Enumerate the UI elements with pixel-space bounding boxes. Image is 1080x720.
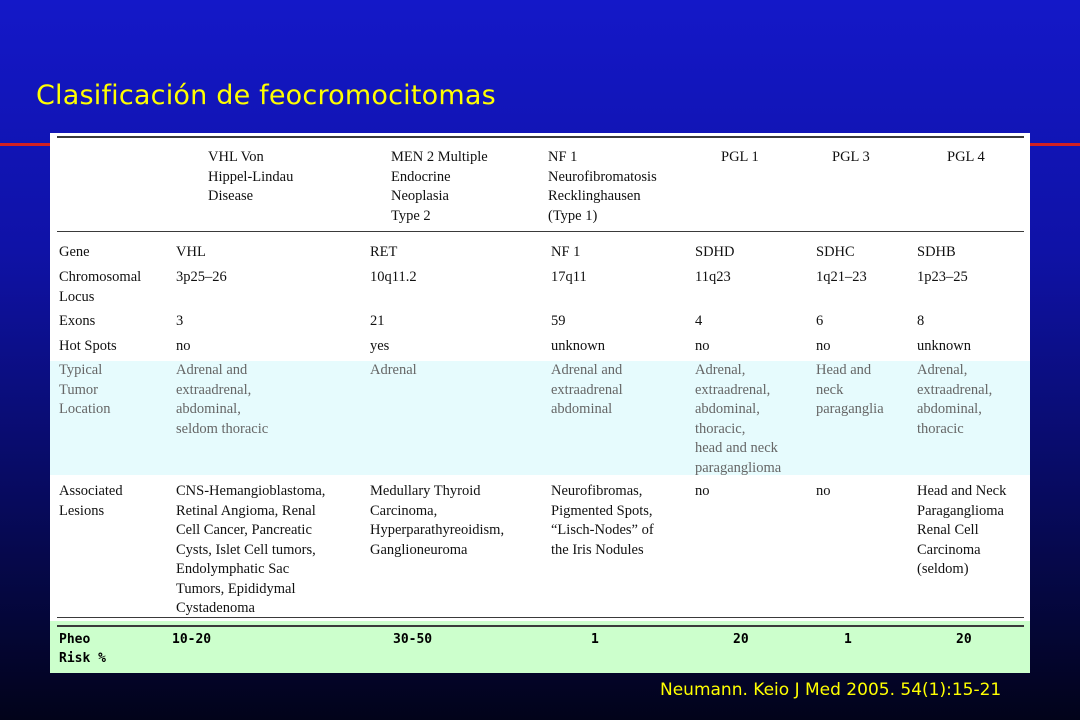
cell-hotspots-pgl4: unknown — [917, 338, 971, 354]
cell-location-pgl4: Adrenal, extraadrenal, abdominal, thoracic — [917, 362, 993, 437]
cell-exons-vhl: 3 — [176, 313, 184, 329]
risk-top-rule — [57, 625, 1024, 627]
cell-exons-pgl1: 4 — [695, 313, 703, 329]
row-label-hot-spots: Hot Spots — [59, 338, 117, 354]
title-underline-left — [0, 143, 50, 146]
header-men2: MEN 2 Multiple Endocrine Neoplasia Type 2 — [391, 149, 488, 224]
header-pgl4: PGL 4 — [947, 149, 985, 165]
cell-risk-pgl4: 20 — [956, 632, 972, 647]
cell-locus-pgl1: 11q23 — [695, 269, 731, 285]
title-underline-right — [1030, 143, 1080, 146]
cell-gene-vhl: VHL — [176, 244, 206, 260]
row-label-tumor-location: Typical Tumor Location — [59, 362, 111, 417]
header-pgl1: PGL 1 — [721, 149, 759, 165]
cell-gene-pgl4: SDHB — [917, 244, 956, 260]
cell-risk-pgl1: 20 — [733, 632, 749, 647]
cell-exons-pgl3: 6 — [816, 313, 824, 329]
cell-gene-pgl1: SDHD — [695, 244, 735, 260]
row-label-exons: Exons — [59, 313, 96, 329]
cell-gene-men2: RET — [370, 244, 398, 260]
cell-hotspots-men2: yes — [370, 338, 390, 354]
cell-lesions-men2: Medullary Thyroid Carcinoma, Hyperparathyreoidism, Ganglioneuroma — [370, 483, 505, 558]
row-label-locus: Chromosomal Locus — [59, 269, 142, 305]
cell-gene-pgl3: SDHC — [816, 244, 855, 260]
cell-risk-pgl3: 1 — [844, 632, 852, 647]
cell-lesions-pgl3: no — [816, 483, 831, 499]
cell-exons-pgl4: 8 — [917, 313, 925, 329]
cell-location-pgl3: Head and neck paraganglia — [816, 362, 884, 417]
cell-lesions-nf1: Neurofibromas, Pigmented Spots, “Lisch-Nodes” of the Iris Nodules — [551, 483, 654, 558]
slide-title: Clasificación de feocromocitomas — [36, 80, 496, 111]
cell-location-pgl1: Adrenal, extraadrenal, abdominal, thoracic, head and neck paraganglioma — [695, 362, 782, 476]
header-vhl: VHL Von Hippel-Lindau Disease — [208, 149, 294, 204]
cell-locus-pgl4: 1p23–25 — [917, 269, 968, 285]
classification-table — [50, 133, 1030, 673]
cell-locus-vhl: 3p25–26 — [176, 269, 227, 285]
header-rule — [57, 231, 1024, 232]
cell-risk-men2: 30-50 — [393, 632, 433, 647]
cell-hotspots-nf1: unknown — [551, 338, 605, 354]
cell-location-nf1: Adrenal and extraadrenal abdominal — [551, 362, 623, 417]
cell-location-vhl: Adrenal and extraadrenal, abdominal, seldom thoracic — [176, 362, 269, 437]
cell-exons-men2: 21 — [370, 313, 385, 329]
cell-location-men2: Adrenal — [370, 362, 417, 378]
row-label-pheo-risk: Pheo Risk % — [59, 632, 106, 666]
cell-hotspots-pgl1: no — [695, 338, 710, 354]
cell-hotspots-vhl: no — [176, 338, 191, 354]
cell-hotspots-pgl3: no — [816, 338, 831, 354]
cell-lesions-vhl: CNS-Hemangioblastoma, Retinal Angioma, Renal Cell Cancer, Pancreatic Cysts, Islet Cell tumors, Endolymphatic Sac Tumors, Epididymal Cystadenoma — [176, 483, 326, 616]
row-label-associated-lesions: Associated Lesions — [59, 483, 123, 519]
cell-risk-vhl: 10-20 — [172, 632, 212, 647]
cell-lesions-pgl1: no — [695, 483, 710, 499]
cell-risk-nf1: 1 — [591, 632, 599, 647]
cell-lesions-pgl4: Head and Neck Paraganglioma Renal Cell Carcinoma (seldom) — [917, 483, 1007, 577]
table-top-rule — [57, 136, 1024, 138]
cell-locus-men2: 10q11.2 — [370, 269, 417, 285]
header-pgl3: PGL 3 — [832, 149, 870, 165]
row-label-gene: Gene — [59, 244, 90, 260]
cell-exons-nf1: 59 — [551, 313, 566, 329]
cell-gene-nf1: NF 1 — [551, 244, 581, 260]
cell-locus-pgl3: 1q21–23 — [816, 269, 867, 285]
cell-locus-nf1: 17q11 — [551, 269, 587, 285]
header-nf1: NF 1 Neurofibromatosis Recklinghausen (Type 1) — [548, 149, 657, 224]
citation: Neumann. Keio J Med 2005. 54(1):15-21 — [660, 680, 1002, 700]
